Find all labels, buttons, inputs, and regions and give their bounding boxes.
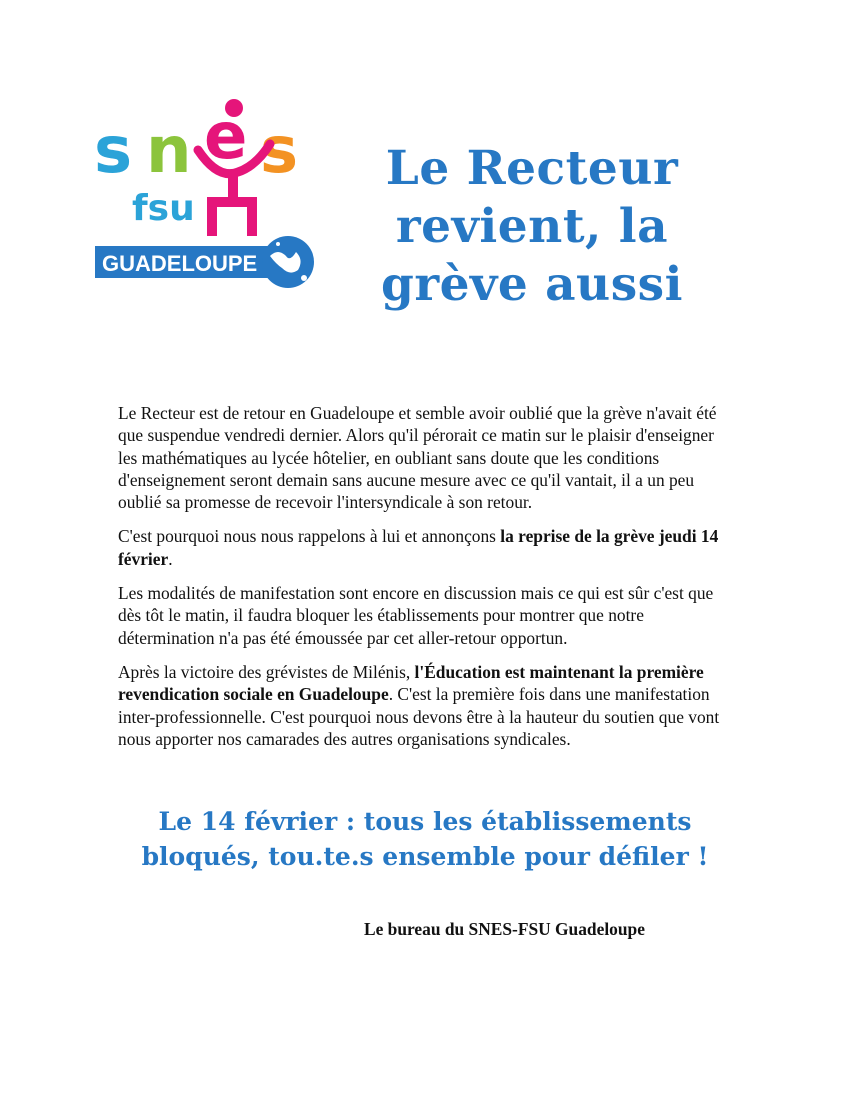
slogan-line: bloqués, tou.te.s ensemble pour défiler !: [141, 842, 709, 871]
paragraph-4-end: . C'est la première fois dans une manifestation inter-professionnelle. C'est pourquoi nous devons être à la hauteur du soutien que vont nous apporter nos camarades des autres organisations syndicales.: [118, 684, 720, 749]
logo-region-text: GUADELOUPE: [102, 251, 258, 276]
logo-letter-e: e: [204, 100, 248, 174]
slogan-line: Le 14 février : tous les établissements: [158, 807, 692, 836]
logo-graphic: [92, 92, 318, 292]
paragraph-4-emphasis: l'Éducation est maintenant la première revendication sociale en Guadeloupe: [118, 661, 704, 705]
paragraph-4: [118, 661, 730, 750]
logo-fsu-text: fsu: [132, 188, 195, 229]
paragraph-3: Les modalités de manifestation sont encore en discussion mais ce qui est sûr c'est que dès tôt le matin, il faudra bloquer les établissements pour montrer que notre détermination n'a pas été émoussée par cet aller-retour opportun.: [118, 583, 714, 648]
page-title: [352, 140, 712, 314]
logo-letter-s2: s: [260, 114, 299, 188]
paragraph-2: [118, 525, 730, 570]
paragraph-4-text: Après la victoire des grévistes de Milénis,: [118, 661, 415, 682]
logo-island-dot: [301, 275, 307, 281]
logo-island-dot: [276, 242, 280, 246]
title-line: revient, la: [395, 199, 669, 254]
logo-figure-legs: [212, 202, 252, 236]
slogan: [100, 804, 750, 874]
title-line: Le Recteur: [385, 141, 679, 196]
title-line: grève aussi: [380, 257, 683, 312]
logo-letter-s1: s: [94, 114, 133, 188]
signature: Le bureau du SNES-FSU Guadeloupe: [364, 919, 645, 939]
paragraph-2-emphasis: la reprise de la grève jeudi 14 février: [118, 526, 719, 569]
logo-figure-body: [228, 176, 238, 204]
paragraph-2-end: .: [168, 548, 173, 569]
paragraph-2-text: C'est pourquoi nous nous rappelons à lui et annonçons: [118, 526, 501, 547]
snes-fsu-guadeloupe-logo: [92, 92, 318, 292]
logo-letter-n: n: [146, 114, 192, 188]
article-body: [118, 402, 730, 762]
paragraph-1: Le Recteur est de retour en Guadeloupe et semble avoir oublié que la grève n'avait été que suspendue vendredi dernier. Alors qu'il pérorait ce matin sur le plaisir d'enseigner les mathématiques au lycée hôtelier, en oubliant sans doute que les conditions d'enseignement seront demain sans aucune mesure avec ce qu'il vantait, il a un peu oublié sa promesse de recevoir l'intersyndicale à son retour.: [118, 403, 717, 513]
